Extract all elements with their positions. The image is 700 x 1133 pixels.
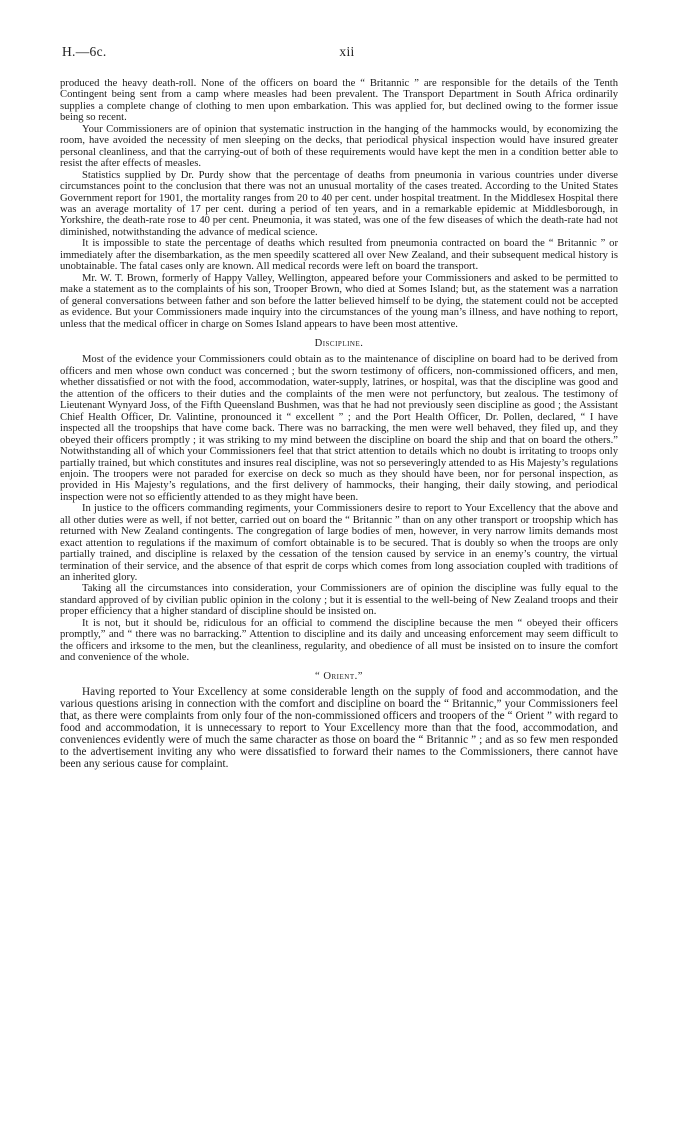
section-heading-orient: “ Orient.” xyxy=(315,670,363,682)
paragraph: In justice to the officers commanding regiments, your Commissioners desire to report to Your Excellency that the above and all other duties were as well, if not better, carried out on board the “ Britannic ” than on any other transport or troopship which has returned with New Zealand contingents. The congregation of large bodies of men, however, in very narrow limits demands most exact attention to regulations if the maximum of comfort obtainable is to be secured. That is doubly so when the troops are only partially trained, and discipline is relaxed by the cessation of the tension caused by service in an enemy’s country, the virtual termination of their service, and the absence of that esprit de corps which comes from long association coupled with traditions of an inherited glory. xyxy=(60,503,618,584)
section-heading-discipline: Discipline. xyxy=(314,337,364,349)
paragraph: Mr. W. T. Brown, formerly of Happy Valley, Wellington, appeared before your Commissioners and asked to be permitted to make a statement as to the complaints of his son, Trooper Brown, who died at Somes Island; but, as the statement was a narration of general conversations between father and son before the latter believed himself to be dying, the statement could not be accepted as evidence. But your Commissioners made inquiry into the circumstances of the young man’s illness, and have nothing to report, unless that the medical officer in charge on Somes Island appears to have been most attentive. xyxy=(60,272,618,330)
page-number: xii xyxy=(339,44,355,59)
running-head xyxy=(62,44,632,62)
document-reference: H.—6c. xyxy=(62,44,107,59)
paragraph: Taking all the circumstances into consideration, your Commissioners are of opinion the discipline was fully equal to the standard approved of by civilian public opinion in the colony ; but it is essential to the well-being of New Zealand troops and their proper efficiency that a higher standard of discipline should be insisted on. xyxy=(60,583,618,618)
paragraph: Statistics supplied by Dr. Purdy show that the percentage of deaths from pneumonia in various countries under diverse circumstances point to the conclusion that there was not an unusual mortality of the cases treated. According to the United States Government report for 1901, the mortality ranges from 20 to 40 per cent. under hospital treatment. In the Middlesex Hospital there was an average mortality of 17 per cent. during a period of ten years, and in a remarkable epidemic at Middlesborough, in Yorkshire, the death-rate rose to 40 per cent. Pneumonia, it was stated, was one of the few diseases of which the death-rate had not diminished, notwithstanding the advance of medical science. xyxy=(60,169,618,238)
paragraph: It is not, but it should be, ridiculous for an official to commend the discipline because the men “ obeyed their officers promptly,” and “ there was no barracking.” Attention to discipline and its daily and unceasing enforcement may seem difficult to the officers and irksome to the men, but the cleanliness, regularity, and obedience of all must be insisted on to insure the comfort and convenience of the whole. xyxy=(60,617,618,664)
paragraph: Most of the evidence your Commissioners could obtain as to the maintenance of discipline on board had to be derived from officers and men whose own conduct was concerned ; but the sworn testimony of officers, non-commissioned officers, and men, whether dissatisfied or not with the food, accommodation, water-supply, latrines, or hospital, was that the discipline was good and the attention of the officers to their duties and the complaints of the men were not perfunctory, but zealous. The testimony of Lieutenant Wynyard Joss, of the Fifth Queensland Bushmen, was that he had not previously seen discipline as good ; the Assistant Chief Health Officer, Dr. Valintine, pronounced it “ excellent ” ; and the Port Health Officer, Dr. Pollen, declared, “ I have inspected all the troopships that have come back. There was no barracking, the men were well behaved, they filed up, and they obeyed their officers promptly ; it was striking to my mind between the discipline on board the ship and that on board the others.” Notwithstanding all of which your Commissioners feel that that strict attention to details which no doubt is irritating to troops only partially trained, but which constitutes and insures real discipline, was not so perseveringly attended to as His Majesty’s regulations enjoin. The troopers were not paraded for exercise on deck so much as they should have been, nor for personal inspection, as provided in His Majesty’s regulations, and the first delivery of hammocks, their hanging, their daily stowing, and periodical inspection were not so efficiently attended to as they might have been. xyxy=(60,354,618,503)
body-text xyxy=(60,78,618,770)
paragraph: It is impossible to state the percentage of deaths which resulted from pneumonia contracted on board the “ Britannic ” or immediately after the disembarkation, as the men speedily scattered all over New Zealand, and their subsequent medical history is unobtainable. The fatal cases only are known. All medical records were left on board the transport. xyxy=(60,238,618,273)
paragraph: produced the heavy death-roll. None of the officers on board the “ Britannic ” are responsible for the details of the Tenth Contingent being sent from a camp where measles had been prevalent. The Transport Department in South Africa ordinarily supplies a complete change of clothing to men upon embarkation. This was applied for, but declined owing to the former issue being so recent. xyxy=(60,78,618,124)
paragraph: Your Commissioners are of opinion that systematic instruction in the hanging of the hammocks would, by economizing the room, have avoided the necessity of men sleeping on the decks, that periodical physical inspection would have insured greater personal cleanliness, and that the carrying-out of both of these requirements would have kept the men in a condition better able to resist the after effects of measles. xyxy=(60,123,618,170)
paragraph: Having reported to Your Excellency at some considerable length on the supply of food and accommodation, and the various questions arising in connection with the comfort and discipline on board the “ Britannic,” your Commissioners feel that, as there were complaints from only four of the non-commissioned officers and troopers of the “ Orient ” with regard to food and accommodation, it is unnecessary to report to Your Excellency more than that the food, accommodation, and conveniences evidently were of much the same character as those on board the “ Britannic ” ; and as so few men responded to the advertisement inviting any who were dissatisfied to forward their names to the Commissioners, there cannot have been any serious cause for complaint. xyxy=(60,686,618,770)
